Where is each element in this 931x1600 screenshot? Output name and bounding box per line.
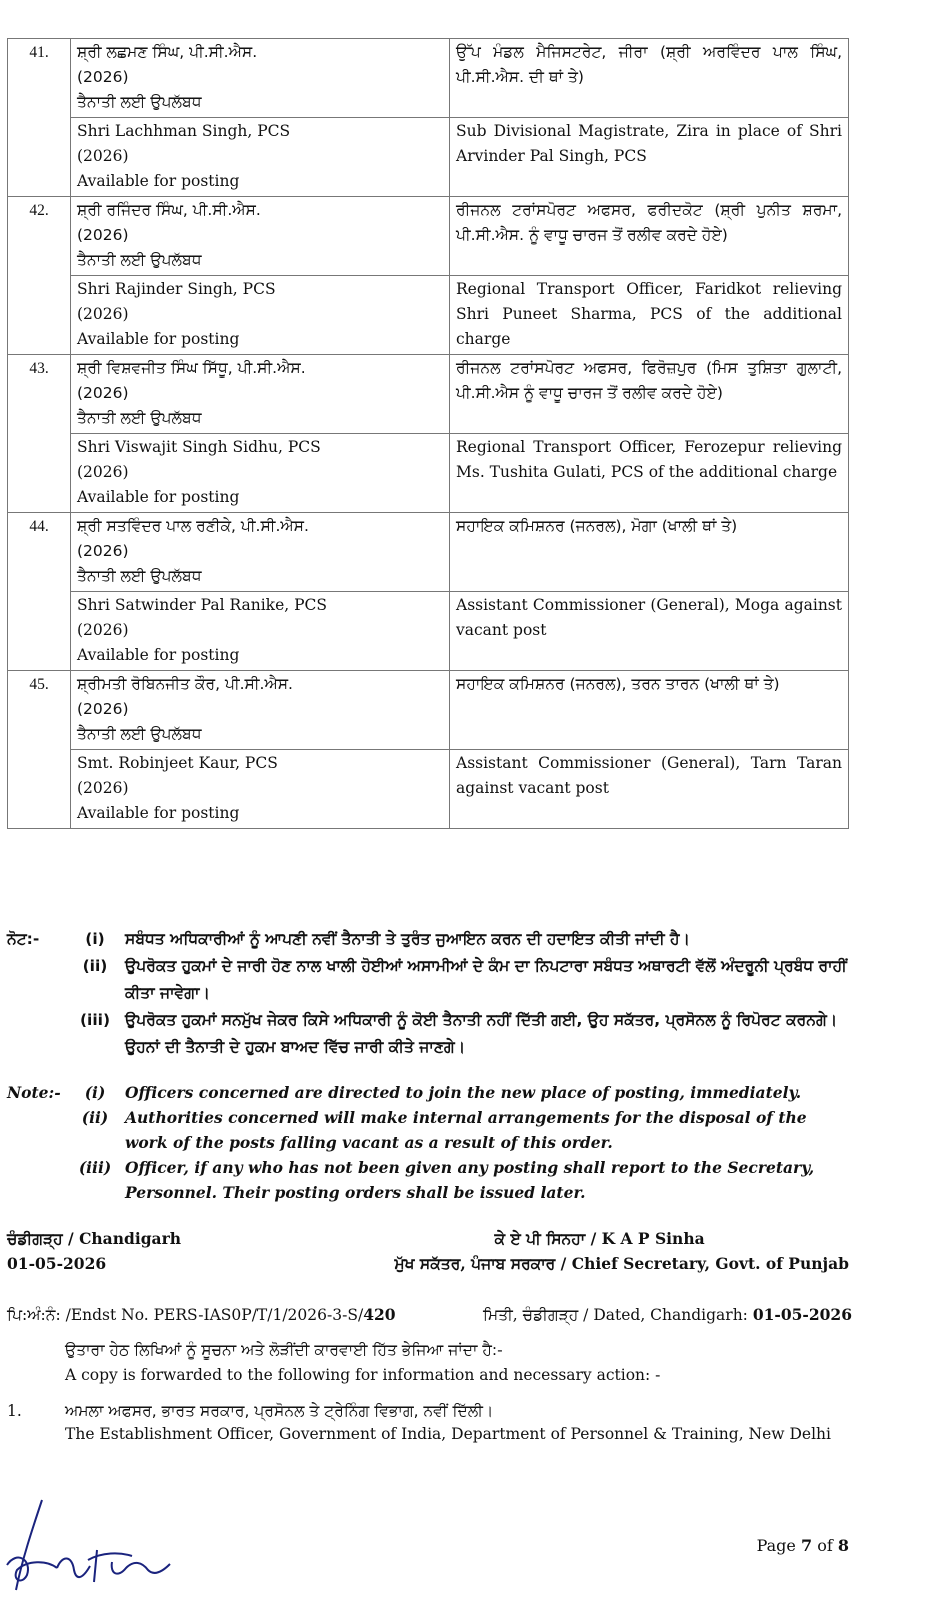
serial-number: 43.	[8, 355, 71, 513]
officer-name-line: (2026)	[77, 779, 129, 797]
officer-name-line: ਤੈਨਾਤੀ ਲਈ ਉਪਲੱਬਧ	[77, 409, 202, 427]
officer-name-punjabi	[71, 513, 450, 592]
officer-name-line: ਸ਼੍ਰੀ ਵਿਸ਼ਵਜੀਤ ਸਿੰਘ ਸਿੱਧੂ, ਪੀ.ਸੀ.ਐਸ.	[77, 359, 306, 377]
posting-punjabi: ਸਹਾਇਕ ਕਮਿਸ਼ਨਰ (ਜਨਰਲ), ਮੋਗਾ (ਖਾਲੀ ਥਾਂ ਤੇ)	[450, 513, 849, 592]
officer-name-line: Shri Viswajit Singh Sidhu, PCS	[77, 438, 321, 456]
note-text: Officer, if any who has not been given any posting shall report to the Secretary, Personnel. Their posting orders shall be issued later.	[125, 1158, 815, 1202]
officer-name-punjabi	[71, 355, 450, 434]
posting-row-punjabi	[8, 355, 849, 434]
posting-row-english	[8, 750, 849, 829]
officer-name-punjabi	[71, 671, 450, 750]
serial-number: 44.	[8, 513, 71, 671]
serial-number: 45.	[8, 671, 71, 829]
recipient-item	[7, 1400, 852, 1446]
posting-english: Assistant Commissioner (General), Tarn Taran against vacant post	[450, 750, 849, 829]
posting-table-body	[8, 39, 849, 829]
officer-name-english	[71, 750, 450, 829]
officer-name-line: Available for posting	[77, 488, 240, 506]
note-text: ਸਬੰਧਤ ਅਧਿਕਾਰੀਆਂ ਨੂੰ ਆਪਣੀ ਨਵੀਂ ਤੈਨਾਤੀ ਤੇ ਤੁਰੰਤ ਜੁਆਇਨ ਕਰਨ ਦੀ ਹਦਾਇਤ ਕੀਤੀ ਜਾਂਦੀ ਹੈ।	[125, 930, 691, 948]
officer-name-line: Available for posting	[77, 804, 240, 822]
officer-name-punjabi	[71, 39, 450, 118]
signoff-place: ਚੰਡੀਗੜ੍ਹ / Chandigarh	[7, 1229, 182, 1248]
forward-text-punjabi: ਉਤਾਰਾ ਹੇਠ ਲਿਖਿਆਂ ਨੂੰ ਸੂਚਨਾ ਅਤੇ ਲੋੜੀਂਦੀ ਕਾਰਵਾਈ ਹਿੱਤ ਭੇਜਿਆ ਜਾਂਦਾ ਹੈ:-	[65, 1341, 503, 1359]
officer-name-line: ਸ਼੍ਰੀ ਲਛਮਣ ਸਿੰਘ, ਪੀ.ਸੀ.ਐਸ.	[77, 43, 258, 61]
officer-name-punjabi	[71, 197, 450, 276]
officer-name-line: (2026)	[77, 226, 129, 244]
officer-name-line: ਤੈਨਾਤੀ ਲਈ ਉਪਲੱਬਧ	[77, 93, 202, 111]
notes-label: ਨੋਟ:-	[7, 930, 40, 948]
note-number: (ii)	[82, 957, 108, 975]
note-text: Authorities concerned will make internal arrangements for the disposal of the work of the posts falling vacant as a result of this order.	[125, 1108, 807, 1152]
posting-english: Regional Transport Officer, Faridkot relieving Shri Puneet Sharma, PCS of the additional charge	[450, 276, 849, 355]
note-item	[7, 1105, 852, 1155]
officer-name-line: (2026)	[77, 542, 129, 560]
posting-row-punjabi	[8, 671, 849, 750]
notes-punjabi	[7, 926, 852, 1061]
posting-english: Sub Divisional Magistrate, Zira in place of Shri Arvinder Pal Singh, PCS	[450, 118, 849, 197]
note-item	[7, 1155, 852, 1205]
note-number: (iii)	[79, 1011, 111, 1029]
posting-row-punjabi	[8, 39, 849, 118]
officer-name-line: ਸ਼੍ਰੀ ਸਤਵਿੰਦਰ ਪਾਲ ਰਣੀਕੇ, ਪੀ.ਸੀ.ਐਸ.	[77, 517, 309, 535]
officer-name-line: Shri Rajinder Singh, PCS	[77, 280, 276, 298]
handwritten-signature	[2, 1490, 202, 1600]
note-item	[7, 926, 852, 953]
officer-name-english	[71, 118, 450, 197]
posting-row-english	[8, 118, 849, 197]
posting-english: Assistant Commissioner (General), Moga against vacant post	[450, 592, 849, 671]
officer-name-line: (2026)	[77, 700, 129, 718]
note-text: ਉਪਰੋਕਤ ਹੁਕਮਾਂ ਦੇ ਜਾਰੀ ਹੋਣ ਨਾਲ ਖਾਲੀ ਹੋਈਆਂ ਅਸਾਮੀਆਂ ਦੇ ਕੰਮ ਦਾ ਨਿਪਟਾਰਾ ਸਬੰਧਤ ਅਥਾਰਟੀ ਵੱਲੋਂ ਅੰਦਰੂਨੀ ਪ੍ਰਬੰਧ ਰਾਹੀਂ ਕੀਤਾ ਜਾਵੇਗਾ।	[125, 957, 847, 1002]
recipient-english: The Establishment Officer, Government of India, Department of Personnel & Training, New Delhi	[65, 1425, 831, 1443]
officer-name-line: ਸ਼੍ਰੀ ਰਜਿੰਦਰ ਸਿੰਘ, ਪੀ.ਸੀ.ਐਸ.	[77, 201, 261, 219]
posting-english: Regional Transport Officer, Ferozepur relieving Ms. Tushita Gulati, PCS of the additional charge	[450, 434, 849, 513]
recipient-punjabi: ਅਮਲਾ ਅਫਸਰ, ਭਾਰਤ ਸਰਕਾਰ, ਪ੍ਰਸੋਨਲ ਤੇ ਟ੍ਰੇਨਿੰਗ ਵਿਭਾਗ, ਨਵੀਂ ਦਿੱਲੀ।	[65, 1402, 494, 1420]
note-number: (i)	[85, 930, 105, 948]
officer-name-line: ਤੈਨਾਤੀ ਲਈ ਉਪਲੱਬਧ	[77, 567, 202, 585]
forward-text	[65, 1338, 660, 1388]
posting-row-english	[8, 592, 849, 671]
officer-name-line: (2026)	[77, 621, 129, 639]
officer-name-english	[71, 434, 450, 513]
serial-number: 42.	[8, 197, 71, 355]
endorsement-date: ਮਿਤੀ, ਚੰਡੀਗੜ੍ਹ / Dated, Chandigarh: 01-05-2026	[483, 1305, 852, 1324]
officer-name-line: Available for posting	[77, 646, 240, 664]
endorsement-line	[7, 1302, 852, 1328]
posting-row-english	[8, 434, 849, 513]
officer-name-line: (2026)	[77, 147, 129, 165]
officer-name-line: (2026)	[77, 305, 129, 323]
officer-name-line: Available for posting	[77, 330, 240, 348]
note-number: (ii)	[81, 1108, 109, 1127]
officer-name-line: Shri Satwinder Pal Ranike, PCS	[77, 596, 328, 614]
officer-name-line: Available for posting	[77, 172, 240, 190]
officer-name-line: ਸ਼੍ਰੀਮਤੀ ਰੋਬਿਨਜੀਤ ਕੌਰ, ਪੀ.ਸੀ.ਐਸ.	[77, 675, 293, 693]
recipient-number: 1.	[7, 1402, 22, 1420]
signoff-date: 01-05-2026	[7, 1254, 107, 1273]
posting-punjabi: ਉੱਪ ਮੰਡਲ ਮੈਜਿਸਟਰੇਟ, ਜੀਰਾ (ਸ਼੍ਰੀ ਅਰਵਿੰਦਰ ਪਾਲ ਸਿੰਘ, ਪੀ.ਸੀ.ਐਸ. ਦੀ ਥਾਂ ਤੇ)	[450, 39, 849, 118]
signatory-designation: ਮੁੱਖ ਸਕੱਤਰ, ਪੰਜਾਬ ਸਰਕਾਰ / Chief Secretary, Govt. of Punjab	[394, 1254, 849, 1273]
forward-text-english: A copy is forwarded to the following for information and necessary action: -	[65, 1366, 661, 1384]
note-number: (i)	[84, 1083, 106, 1102]
note-number: (iii)	[78, 1158, 112, 1177]
officer-name-line: Smt. Robinjeet Kaur, PCS	[77, 754, 278, 772]
note-item	[7, 1080, 852, 1105]
posting-punjabi: ਰੀਜਨਲ ਟਰਾਂਸਪੋਰਟ ਅਫਸਰ, ਫਿਰੋਜ਼ਪੁਰ (ਮਿਸ ਤੁਸ਼ਿਤਾ ਗੁਲਾਟੀ, ਪੀ.ਸੀ.ਐਸ ਨੂੰ ਵਾਧੂ ਚਾਰਜ ਤੋਂ ਰਲੀਵ ਕਰਦੇ ਹੋਏ)	[450, 355, 849, 434]
posting-row-punjabi	[8, 513, 849, 592]
officer-name-line: ਤੈਨਾਤੀ ਲਈ ਉਪਲੱਬਧ	[77, 725, 202, 743]
posting-punjabi: ਸਹਾਇਕ ਕਮਿਸ਼ਨਰ (ਜਨਰਲ), ਤਰਨ ਤਾਰਨ (ਖਾਲੀ ਥਾਂ ਤੇ)	[450, 671, 849, 750]
notes-english	[7, 1080, 852, 1205]
officer-name-line: (2026)	[77, 463, 129, 481]
officer-name-line: Shri Lachhman Singh, PCS	[77, 122, 291, 140]
endorsement-number: ਪਿ:ਅੰ:ਨੰ: /Endst No. PERS-IAS0P/T/1/2026-3-S/420	[7, 1305, 396, 1324]
signatory-name: ਕੇ ਏ ਪੀ ਸਿਨਹਾ / K A P Sinha	[494, 1229, 705, 1248]
signoff-signatory	[394, 1226, 849, 1276]
officer-name-english	[71, 276, 450, 355]
posting-row-punjabi	[8, 197, 849, 276]
posting-row-english	[8, 276, 849, 355]
officer-name-english	[71, 592, 450, 671]
notes-label: Note:-	[7, 1083, 61, 1102]
posting-punjabi: ਰੀਜਨਲ ਟਰਾਂਸਪੋਰਟ ਅਫਸਰ, ਫਰੀਦਕੋਟ (ਸ਼੍ਰੀ ਪੁਨੀਤ ਸ਼ਰਮਾ, ਪੀ.ਸੀ.ਐਸ. ਨੂੰ ਵਾਧੂ ਚਾਰਜ ਤੋਂ ਰਲੀਵ ਕਰਦੇ ਹੋਏ)	[450, 197, 849, 276]
officer-name-line: (2026)	[77, 384, 129, 402]
note-item	[7, 953, 852, 1007]
note-text: ਉਪਰੋਕਤ ਹੁਕਮਾਂ ਸਨਮੁੱਖ ਜੇਕਰ ਕਿਸੇ ਅਧਿਕਾਰੀ ਨੂੰ ਕੋਈ ਤੈਨਾਤੀ ਨਹੀਂ ਦਿੱਤੀ ਗਈ, ਉਹ ਸਕੱਤਰ, ਪ੍ਰਸੋਨਲ ਨੂੰ ਰਿਪੋਰਟ ਕਰਨਗੇ। ਉਹਨਾਂ ਦੀ ਤੈਨਾਤੀ ਦੇ ਹੁਕਮ ਬਾਅਦ ਵਿੱਚ ਜਾਰੀ ਕੀਤੇ ਜਾਣਗੇ।	[125, 1011, 838, 1056]
note-item	[7, 1007, 852, 1061]
signoff-place-date	[7, 1226, 181, 1276]
posting-table	[7, 38, 849, 829]
note-text: Officers concerned are directed to join the new place of posting, immediately.	[125, 1083, 802, 1102]
officer-name-line: ਤੈਨਾਤੀ ਲਈ ਉਪਲੱਬਧ	[77, 251, 202, 269]
page-number: Page 7 of 8	[756, 1536, 849, 1555]
officer-name-line: (2026)	[77, 68, 129, 86]
serial-number: 41.	[8, 39, 71, 197]
